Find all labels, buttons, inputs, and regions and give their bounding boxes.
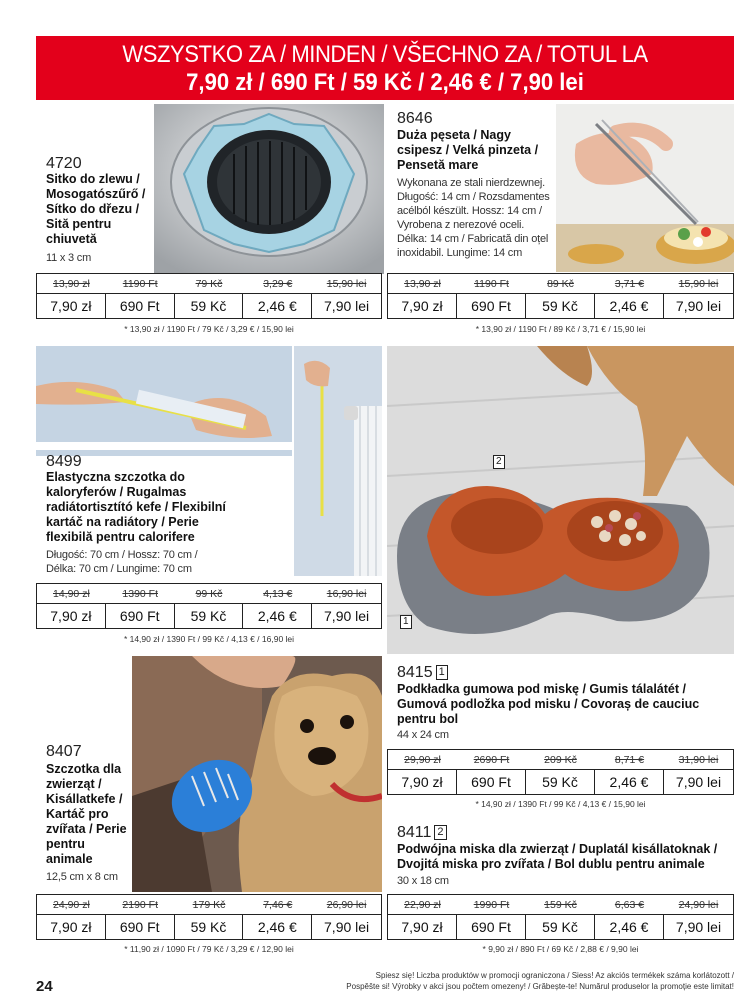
product-dimensions: Długość: 70 cm / Hossz: 70 cm / Délka: 70 cm / Lungime: 70 cm xyxy=(46,549,198,575)
old-price-ron: 15,90 lei xyxy=(664,274,733,294)
new-price-czk: 59 Kč xyxy=(175,294,244,318)
product-dimensions: 44 x 24 cm xyxy=(397,729,449,741)
new-price-pln: 7,90 zł xyxy=(37,604,106,628)
price-footnote: * 14,90 zł / 1390 Ft / 99 Kč / 4,13 € / 15,90 lei xyxy=(475,799,646,809)
photo-marker-badge: 1 xyxy=(436,665,448,680)
disclaimer-line: Spiesz się! Liczba produktów w promocji ograniczona / Siess! Az akciós termékek száma korlátozott / xyxy=(375,971,734,980)
product-name: Szczotka dla zwierząt / Kisállatkefe / Kartáč pro zvířata / Perie pentru animale xyxy=(46,762,127,866)
disclaimer-line: Pospěšte si! Výrobky v akci jsou počtem omezeny! / Grăbește-te! Numărul produselor la promoție este limitat! xyxy=(346,982,734,991)
new-price-pln: 7,90 zł xyxy=(388,915,457,939)
photo-marker-mat: 1 xyxy=(400,615,412,629)
price-footnote: * 11,90 zł / 1090 Ft / 79 Kč / 3,29 € / 12,90 lei xyxy=(124,944,294,954)
old-price-pln: 13,90 zł xyxy=(37,274,106,294)
product-dimensions: 12,5 cm x 8 cm xyxy=(46,871,118,883)
old-price-pln: 29,90 zł xyxy=(388,750,457,770)
new-price-ron: 7,90 lei xyxy=(324,608,370,624)
promo-banner xyxy=(36,36,734,100)
old-price-ron: 31,90 lei xyxy=(664,750,733,770)
banner-line-1: WSZYSTKO ZA / MINDEN / VŠECHNO ZA / TOTUL LA xyxy=(122,41,648,68)
price-table xyxy=(387,894,734,940)
new-price-eur: 2,46 € xyxy=(595,294,664,318)
product-code: 4720 xyxy=(46,155,82,172)
price-table xyxy=(36,583,382,629)
old-price-czk: 79 Kč xyxy=(175,274,244,294)
product-code xyxy=(397,664,448,682)
price-table xyxy=(387,749,734,795)
new-price-pln: 7,90 zł xyxy=(388,294,457,318)
old-price-pln: 14,90 zł xyxy=(37,584,106,604)
new-price-huf: 690 Ft xyxy=(457,294,526,318)
product-name: Sitko do zlewu / Mosogatószűrő / Sítko do dřezu / Sită pentru chiuvetă xyxy=(46,172,146,246)
old-price-czk: 179 Kč xyxy=(175,895,244,915)
new-price-huf: 690 Ft xyxy=(106,604,175,628)
product-name: Elastyczna szczotka do kaloryferów / Rugalmas radiátortisztító kefe / Flexibilní kartáč na radiátory / Perie flexibilă pentru calorifere xyxy=(46,470,226,544)
sink-strainer-photo xyxy=(154,104,384,274)
new-price-czk: 59 Kč xyxy=(526,915,595,939)
new-price-ron: 7,90 lei xyxy=(324,919,370,935)
price-table xyxy=(36,894,382,940)
price-footnote: * 14,90 zł / 1390 Ft / 99 Kč / 4,13 € / 16,90 lei xyxy=(123,634,295,644)
product-dimensions: 11 x 3 cm xyxy=(46,252,92,264)
price-table xyxy=(36,273,382,319)
old-price-czk: 159 Kč xyxy=(526,895,595,915)
new-price-eur: 2,46 € xyxy=(243,294,312,318)
old-price-eur: 3,29 € xyxy=(243,274,312,294)
old-price-huf: 1190 Ft xyxy=(457,274,526,294)
new-price-huf: 690 Ft xyxy=(106,294,175,318)
product-code xyxy=(397,824,447,842)
price-footnote: * 13,90 zł / 1190 Ft / 89 Kč / 3,71 € / 15,90 lei xyxy=(475,324,646,334)
new-price-ron: 7,90 lei xyxy=(675,774,722,790)
product-code: 8646 xyxy=(397,110,433,127)
product-code: 8499 xyxy=(46,453,82,470)
product-name: Podwójna miska dla zwierząt / Duplatál kisállatoknak / Dvojitá miska pro zvířata / Bol dublu pentru animale xyxy=(397,842,718,871)
new-price-huf: 690 Ft xyxy=(106,915,175,939)
old-price-pln: 22,90 zł xyxy=(388,895,457,915)
dog-bowl-mat-photo xyxy=(387,346,734,654)
product-name: Duża pęseta / Nagy csipesz / Velká pinzeta / Pensetă mare xyxy=(397,128,539,172)
old-price-eur: 6,63 € xyxy=(595,895,664,915)
old-price-eur: 7,46 € xyxy=(243,895,312,915)
page-number: 24 xyxy=(36,978,53,995)
old-price-ron: 26,90 lei xyxy=(312,895,381,915)
new-price-eur: 2,46 € xyxy=(595,770,664,794)
old-price-pln: 13,90 zł xyxy=(388,274,457,294)
old-price-huf: 2190 Ft xyxy=(106,895,175,915)
old-price-eur: 8,71 € xyxy=(595,750,664,770)
old-price-eur: 4,13 € xyxy=(243,584,312,604)
tweezers-photo xyxy=(556,104,734,272)
new-price-pln: 7,90 zł xyxy=(388,770,457,794)
new-price-eur: 2,46 € xyxy=(243,604,312,628)
new-price-huf: 690 Ft xyxy=(457,915,526,939)
old-price-ron: 24,90 lei xyxy=(664,895,733,915)
photo-marker-badge: 2 xyxy=(434,825,446,840)
new-price-czk: 59 Kč xyxy=(175,915,244,939)
old-price-ron: 15,90 lei xyxy=(312,274,381,294)
product-code-number: 8415 xyxy=(397,664,433,681)
old-price-huf: 2690 Ft xyxy=(457,750,526,770)
old-price-pln: 24,90 zł xyxy=(37,895,106,915)
new-price-pln: 7,90 zł xyxy=(37,294,106,318)
product-name: Podkładka gumowa pod miskę / Gumis tálalátét / Gumová podložka pod misku / Covoraș de cauciuc pentru bol xyxy=(397,682,700,726)
old-price-huf: 1190 Ft xyxy=(106,274,175,294)
new-price-czk: 59 Kč xyxy=(526,294,595,318)
new-price-czk: 59 Kč xyxy=(526,770,595,794)
pet-brush-photo xyxy=(132,656,382,892)
old-price-czk: 89 Kč xyxy=(526,274,595,294)
old-price-czk: 209 Kč xyxy=(526,750,595,770)
new-price-ron: 7,90 lei xyxy=(675,298,722,314)
photo-marker-bowl: 2 xyxy=(493,455,505,469)
product-code: 8407 xyxy=(46,743,82,760)
product-code-number: 8411 xyxy=(397,824,432,841)
new-price-ron: 7,90 lei xyxy=(675,919,722,935)
new-price-eur: 2,46 € xyxy=(243,915,312,939)
radiator-brush-photo xyxy=(36,346,292,456)
disclaimer xyxy=(334,970,734,992)
old-price-huf: 1390 Ft xyxy=(106,584,175,604)
new-price-ron: 7,90 lei xyxy=(324,298,370,314)
new-price-pln: 7,90 zł xyxy=(37,915,106,939)
product-description: Wykonana ze stali nierdzewnej. Długość: 14 cm / Rozsdamentes acélból készült. Hossz: 14 cm / Vyrobena z nerezové oceli. Délka: 14 cm / Fabricată din oțel inoxidabil. Lungime: 14 cm xyxy=(397,177,550,259)
old-price-ron: 16,90 lei xyxy=(312,584,381,604)
radiator-brush-detail-photo xyxy=(294,346,382,576)
old-price-czk: 99 Kč xyxy=(175,584,244,604)
new-price-huf: 690 Ft xyxy=(457,770,526,794)
price-footnote: * 13,90 zł / 1190 Ft / 79 Kč / 3,29 € / 15,90 lei xyxy=(124,324,294,334)
product-dimensions: 30 x 18 cm xyxy=(397,875,449,887)
new-price-czk: 59 Kč xyxy=(175,604,244,628)
banner-line-2: 7,90 zł / 690 Ft / 59 Kč / 2,46 € / 7,90 lei xyxy=(186,69,584,96)
old-price-eur: 3,71 € xyxy=(595,274,664,294)
price-footnote: * 9,90 zł / 890 Ft / 69 Kč / 2,88 € / 9,90 lei xyxy=(482,944,639,954)
new-price-eur: 2,46 € xyxy=(595,915,664,939)
old-price-huf: 1990 Ft xyxy=(457,895,526,915)
price-table xyxy=(387,273,734,319)
